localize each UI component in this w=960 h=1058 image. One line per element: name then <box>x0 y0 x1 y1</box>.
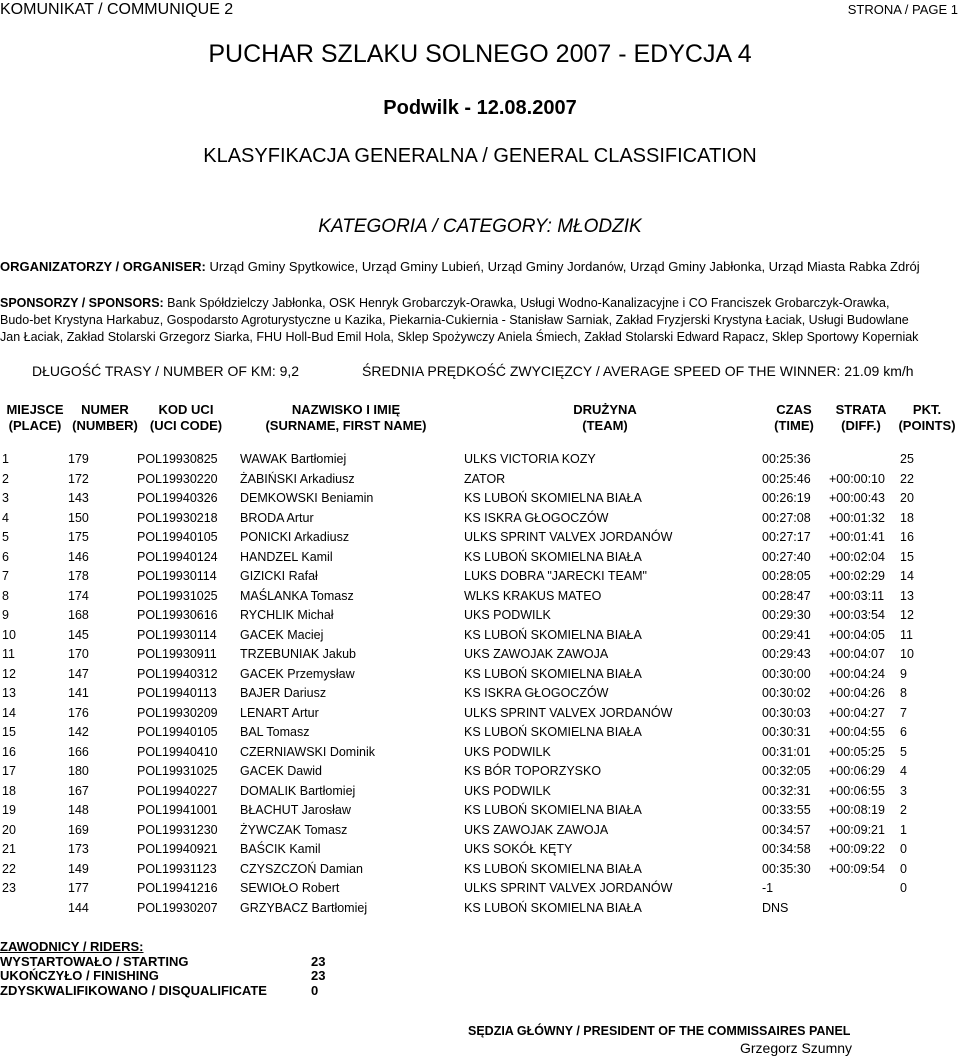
cell-time: 00:35:30 <box>762 861 811 876</box>
cell-points: 9 <box>900 666 907 681</box>
cell-time: 00:33:55 <box>762 803 811 817</box>
cell-rider-name: HANDZEL Kamil <box>240 549 333 564</box>
cell-number: 147 <box>68 666 89 681</box>
cell-points: 11 <box>900 627 913 642</box>
cell-team: KS LUBOŃ SKOMIELNA BIAŁA <box>464 803 642 817</box>
col-header-time-en: (TIME) <box>774 418 814 433</box>
cell-points: 5 <box>900 744 907 759</box>
cell-team: ULKS SPRINT VALVEX JORDANÓW <box>464 530 673 544</box>
sponsors-label: SPONSORZY / SPONSORS: <box>0 296 164 310</box>
cell-place: 19 <box>2 803 16 817</box>
cell-time: 00:25:46 <box>762 471 811 486</box>
table-row <box>0 862 960 882</box>
cell-number: 178 <box>68 569 89 583</box>
cell-rider-name: BAL Tomasz <box>240 725 310 739</box>
cell-time: 00:28:05 <box>762 569 811 583</box>
table-row <box>0 764 960 784</box>
table-row <box>0 803 960 823</box>
cell-team: KS LUBOŃ SKOMIELNA BIAŁA <box>464 666 642 681</box>
table-row <box>0 881 960 901</box>
riders-disqualified-label: ZDYSKWALIFIKOWANO / DISQUALIFICATE <box>0 982 267 998</box>
cell-number: 149 <box>68 861 89 876</box>
cell-place: 18 <box>2 783 16 798</box>
cell-time: 00:26:19 <box>762 491 811 505</box>
cell-points: 16 <box>900 530 914 544</box>
cell-team: UKS PODWILK <box>464 608 551 622</box>
cell-uci-code: POL19941001 <box>137 803 218 817</box>
cell-rider-name: GACEK Przemysław <box>240 666 355 681</box>
col-header-diff-pl: STRATA <box>835 402 887 417</box>
table-row <box>0 647 960 667</box>
table-row <box>0 569 960 589</box>
cell-points: 22 <box>900 471 914 486</box>
riders-heading: ZAWODNICY / RIDERS: <box>0 939 144 954</box>
col-header-points-en: (POINTS) <box>898 418 956 433</box>
cell-number: 170 <box>68 647 89 661</box>
communique-label: KOMUNIKAT / COMMUNIQUE 2 <box>0 1 234 18</box>
table-row <box>0 530 960 550</box>
cell-team: KS LUBOŃ SKOMIELNA BIAŁA <box>464 725 642 739</box>
cell-points: 4 <box>900 764 907 778</box>
race-distance: DŁUGOŚĆ TRASY / NUMBER OF KM: 9,2 <box>32 363 300 379</box>
col-header-team <box>545 402 665 434</box>
cell-time-diff: +00:00:43 <box>829 491 885 505</box>
table-row <box>0 589 960 609</box>
cell-place: 6 <box>2 549 9 564</box>
col-header-name-pl: NAZWISKO I IMIĘ <box>291 402 401 417</box>
cell-rider-name: DEMKOWSKI Beniamin <box>240 491 374 505</box>
organisers-text: Urząd Gminy Spytkowice, Urząd Gminy Lubień, Urząd Gminy Jordanów, Urząd Gminy Jabłonka, Urząd Miasta Rabka Zdrój <box>205 259 920 274</box>
cell-rider-name: TRZEBUNIAK Jakub <box>240 647 357 661</box>
col-header-time <box>764 402 824 434</box>
cell-time-diff: +00:02:04 <box>829 549 885 564</box>
cell-uci-code: POL19931230 <box>137 822 218 837</box>
cell-place: 9 <box>2 608 9 622</box>
cell-rider-name: CZYSZCZOŃ Damian <box>240 861 363 876</box>
table-row <box>0 667 960 687</box>
cell-time: DNS <box>762 900 789 915</box>
cell-rider-name: GACEK Dawid <box>240 764 322 778</box>
cell-points: 18 <box>900 510 914 525</box>
cell-points: 25 <box>900 452 914 466</box>
cell-uci-code: POL19941216 <box>137 881 218 895</box>
cell-number: 172 <box>68 471 89 486</box>
cell-rider-name: SEWIOŁO Robert <box>240 881 340 895</box>
cell-number: 169 <box>68 822 89 837</box>
cell-place: 14 <box>2 705 16 720</box>
cell-place: 22 <box>2 861 16 876</box>
cell-place: 11 <box>2 647 15 661</box>
cell-place: 16 <box>2 744 16 759</box>
col-header-points-pl: PKT. <box>912 402 942 417</box>
cell-time-diff: +00:03:11 <box>829 588 885 603</box>
cell-number: 179 <box>68 452 89 466</box>
cell-place: 7 <box>2 569 9 583</box>
cell-uci-code: POL19930114 <box>137 627 217 642</box>
cell-team: KS LUBOŃ SKOMIELNA BIAŁA <box>464 549 642 564</box>
cell-rider-name: LENART Artur <box>240 705 319 720</box>
cell-points: 0 <box>900 881 907 895</box>
cell-time-diff: +00:04:24 <box>829 666 885 681</box>
cell-time: 00:29:30 <box>762 608 811 622</box>
cell-time: 00:32:05 <box>762 764 811 778</box>
cell-uci-code: POL19930220 <box>137 471 218 486</box>
cell-time: 00:30:31 <box>762 725 811 739</box>
cell-uci-code: POL19930616 <box>137 608 218 622</box>
cell-team: UKS PODWILK <box>464 744 551 759</box>
cell-uci-code: POL19940312 <box>137 666 218 681</box>
cell-place: 15 <box>2 725 16 739</box>
cell-uci-code: POL19930114 <box>137 569 217 583</box>
cell-time-diff: +00:01:32 <box>829 510 885 525</box>
page-title: PUCHAR SZLAKU SOLNEGO 2007 - EDYCJA 4 <box>208 40 752 68</box>
table-row <box>0 550 960 570</box>
col-header-points <box>894 402 960 434</box>
cell-points: 14 <box>900 569 914 583</box>
cell-time: -1 <box>762 881 774 895</box>
cell-time-diff: +00:05:25 <box>829 744 885 759</box>
cell-rider-name: GRZYBACZ Bartłomiej <box>240 900 368 915</box>
cell-time: 00:28:47 <box>762 588 811 603</box>
cell-time-diff: +00:04:05 <box>829 627 885 642</box>
col-header-number-en: (NUMBER) <box>72 418 138 433</box>
cell-points: 0 <box>900 861 907 876</box>
cell-rider-name: GIZICKI Rafał <box>240 569 318 583</box>
table-row <box>0 511 960 531</box>
cell-team: KS ISKRA GŁOGOCZÓW <box>464 510 609 525</box>
cell-uci-code: POL19930207 <box>137 900 218 915</box>
cell-time-diff: +00:06:55 <box>829 783 885 798</box>
col-header-place-pl: MIEJSCE <box>6 402 64 417</box>
chief-judge-name: Grzegorz Szumny <box>740 1040 853 1056</box>
table-row <box>0 784 960 804</box>
col-header-uci <box>136 402 236 434</box>
cell-team: KS ISKRA GŁOGOCZÓW <box>464 686 609 700</box>
cell-time: 00:30:02 <box>762 686 811 700</box>
col-header-time-pl: CZAS <box>776 402 812 417</box>
cell-rider-name: MAŚLANKA Tomasz <box>240 588 354 603</box>
cell-time-diff: +00:03:54 <box>829 608 885 622</box>
cell-rider-name: BRODA Artur <box>240 510 314 525</box>
organisers-label: ORGANIZATORZY / ORGANISER: <box>0 259 206 274</box>
cell-time-diff: +00:04:07 <box>829 647 885 661</box>
cell-number: 177 <box>68 881 89 895</box>
cell-place: 4 <box>2 510 9 525</box>
cell-rider-name: ŻABIŃSKI Arkadiusz <box>240 471 355 486</box>
cell-rider-name: RYCHLIK Michał <box>240 608 334 622</box>
cell-time: 00:30:00 <box>762 666 811 681</box>
cell-number: 148 <box>68 803 89 817</box>
cell-time: 00:34:57 <box>762 822 811 837</box>
cell-time: 00:34:58 <box>762 842 811 856</box>
riders-disqualified <box>0 982 319 999</box>
cell-uci-code: POL19930218 <box>137 510 218 525</box>
cell-place: 21 <box>2 842 16 856</box>
cell-place: 12 <box>2 666 16 681</box>
cell-uci-code: POL19940113 <box>137 686 217 700</box>
sponsors <box>0 295 918 346</box>
cell-time-diff: +00:02:29 <box>829 569 885 583</box>
cell-team: ULKS SPRINT VALVEX JORDANÓW <box>464 881 673 895</box>
cell-team: ULKS SPRINT VALVEX JORDANÓW <box>464 705 673 720</box>
col-header-place-en: (PLACE) <box>8 418 62 433</box>
riders-starting <box>0 953 326 970</box>
riders-starting-label: WYSTARTOWAŁO / STARTING <box>0 953 189 969</box>
cell-team: ZATOR <box>464 471 506 486</box>
cell-team: LUKS DOBRA "JARECKI TEAM" <box>464 569 647 583</box>
cell-number: 167 <box>68 783 89 798</box>
cell-uci-code: POL19930825 <box>137 452 218 466</box>
cell-time-diff: +00:01:41 <box>829 530 885 544</box>
cell-rider-name: BAŚCIK Kamil <box>240 842 321 856</box>
cell-time-diff: +00:04:27 <box>829 705 885 720</box>
category-title: KATEGORIA / CATEGORY: MŁODZIK <box>318 216 642 237</box>
cell-team: KS LUBOŃ SKOMIELNA BIAŁA <box>464 900 642 915</box>
cell-points: 20 <box>900 491 914 505</box>
cell-team: ULKS VICTORIA KOZY <box>464 452 596 466</box>
cell-team: UKS PODWILK <box>464 783 551 798</box>
cell-number: 180 <box>68 764 89 778</box>
cell-team: WLKS KRAKUS MATEO <box>464 588 602 603</box>
cell-number: 176 <box>68 705 89 720</box>
cell-time-diff: +00:09:54 <box>829 861 885 876</box>
cell-rider-name: GACEK Maciej <box>240 627 324 642</box>
cell-number: 144 <box>68 900 89 915</box>
cell-points: 8 <box>900 686 907 700</box>
riders-finishing <box>0 968 326 984</box>
cell-place: 20 <box>2 822 16 837</box>
cell-points: 3 <box>900 783 907 798</box>
cell-number: 175 <box>68 530 89 544</box>
cell-uci-code: POL19931123 <box>137 861 217 876</box>
winner-average-speed: ŚREDNIA PRĘDKOŚĆ ZWYCIĘZCY / AVERAGE SPEED OF THE WINNER: 21.09 km/h <box>362 363 914 379</box>
cell-points: 13 <box>900 588 914 603</box>
cell-uci-code: POL19930209 <box>137 705 218 720</box>
riders-disqualified-value: 0 <box>311 982 319 998</box>
table-row <box>0 745 960 765</box>
col-header-diff-en: (DIFF.) <box>841 418 881 433</box>
cell-team: UKS ZAWOJAK ZAWOJA <box>464 647 609 661</box>
sponsors-line-1: Bank Spółdzielczy Jabłonka, OSK Henryk Grobarczyk-Orawka, Usługi Wodno-Kanalizacyjne i CO Franciszek Grobarczyk-Orawka, <box>163 296 890 310</box>
col-header-number-pl: NUMER <box>81 402 129 417</box>
col-header-team-en: (TEAM) <box>582 418 628 433</box>
cell-number: 166 <box>68 744 89 759</box>
table-row <box>0 472 960 492</box>
cell-time: 00:29:43 <box>762 647 811 661</box>
cell-place: 17 <box>2 764 16 778</box>
results-table <box>0 452 960 920</box>
cell-time-diff: +00:06:29 <box>829 764 885 778</box>
chief-judge-role: SĘDZIA GŁÓWNY / PRESIDENT OF THE COMMISSAIRES PANEL <box>468 1024 851 1038</box>
sponsors-line-3: Jan Łaciak, Zakład Stolarski Grzegorz Siarka, FHU Holl-Bud Emil Hola, Sklep Spożywczy Aniela Śmiech, Zakład Stolarski Edward Rapacz, Sklep Sportowy Koperniak <box>0 330 919 344</box>
cell-number: 143 <box>68 491 89 505</box>
cell-points: 0 <box>900 842 907 856</box>
cell-team: KS LUBOŃ SKOMIELNA BIAŁA <box>464 491 642 505</box>
cell-place: 3 <box>2 491 9 505</box>
cell-time-diff: +00:04:26 <box>829 686 885 700</box>
cell-uci-code: POL19940326 <box>137 491 218 505</box>
cell-time: 00:27:17 <box>762 530 811 544</box>
cell-uci-code: POL19931025 <box>137 764 218 778</box>
cell-place: 5 <box>2 530 9 544</box>
cell-rider-name: DOMALIK Bartłomiej <box>240 783 356 798</box>
table-row <box>0 452 960 472</box>
cell-uci-code: POL19940124 <box>137 549 218 564</box>
cell-number: 168 <box>68 608 89 622</box>
cell-rider-name: ŻYWCZAK Tomasz <box>240 822 348 837</box>
classification-title: KLASYFIKACJA GENERALNA / GENERAL CLASSIFICATION <box>203 145 757 167</box>
col-header-name-en: (SURNAME, FIRST NAME) <box>265 418 427 433</box>
cell-number: 173 <box>68 842 89 856</box>
cell-time-diff: +00:09:21 <box>829 822 885 837</box>
cell-points: 1 <box>900 822 907 837</box>
cell-team: KS BÓR TOPORZYSKO <box>464 764 602 778</box>
cell-time: 00:31:01 <box>762 744 811 759</box>
cell-uci-code: POL19940105 <box>137 725 218 739</box>
table-row <box>0 823 960 843</box>
table-row <box>0 608 960 628</box>
cell-rider-name: WAWAK Bartłomiej <box>240 452 347 466</box>
cell-points: 12 <box>900 608 914 622</box>
cell-place: 10 <box>2 627 16 642</box>
cell-points: 10 <box>900 647 914 661</box>
cell-place: 8 <box>2 588 9 603</box>
page-number: STRONA / PAGE 1 <box>847 2 958 17</box>
cell-time: 00:25:36 <box>762 452 811 466</box>
cell-number: 145 <box>68 627 89 642</box>
cell-place: 23 <box>2 881 16 895</box>
cell-uci-code: POL19940410 <box>137 744 218 759</box>
cell-uci-code: POL19940921 <box>137 842 218 856</box>
sponsors-line-2: Budo-bet Krystyna Harkabuz, Gospodarsto Agroturystyczne u Kazika, Piekarnia-Cukiernia - Stanisław Sarniak, Zakład Fryzjerski Krystyna Łaciak, Usługi Budowlane <box>0 313 909 327</box>
cell-time-diff: +00:00:10 <box>829 471 885 486</box>
cell-points: 6 <box>900 725 907 739</box>
cell-team: KS LUBOŃ SKOMIELNA BIAŁA <box>464 861 642 876</box>
cell-uci-code: POL19931025 <box>137 588 218 603</box>
table-row <box>0 491 960 511</box>
riders-summary <box>0 939 326 998</box>
cell-team: UKS SOKÓŁ KĘTY <box>464 842 573 856</box>
cell-points: 2 <box>900 803 907 817</box>
table-row <box>0 842 960 862</box>
col-header-diff <box>826 402 896 434</box>
riders-finishing-label: UKOŃCZYŁO / FINISHING <box>0 968 159 983</box>
col-header-team-pl: DRUŻYNA <box>573 402 637 417</box>
cell-number: 142 <box>68 725 89 739</box>
cell-number: 150 <box>68 510 89 525</box>
cell-time: 00:32:31 <box>762 783 811 798</box>
cell-rider-name: PONICKI Arkadiusz <box>240 530 350 544</box>
cell-uci-code: POL19940105 <box>137 530 218 544</box>
table-row <box>0 686 960 706</box>
cell-number: 141 <box>68 686 89 700</box>
cell-team: UKS ZAWOJAK ZAWOJA <box>464 822 609 837</box>
cell-number: 174 <box>68 588 89 603</box>
col-header-name <box>246 402 446 434</box>
cell-time-diff: +00:04:55 <box>829 725 885 739</box>
cell-rider-name: BAJER Dariusz <box>240 686 327 700</box>
cell-points: 7 <box>900 705 907 720</box>
cell-uci-code: POL19930911 <box>137 647 217 661</box>
cell-time: 00:29:41 <box>762 627 811 642</box>
table-row <box>0 725 960 745</box>
cell-points: 15 <box>900 549 914 564</box>
cell-place: 13 <box>2 686 16 700</box>
col-header-uci-en: (UCI CODE) <box>149 418 223 433</box>
cell-rider-name: BŁACHUT Jarosław <box>240 803 351 817</box>
cell-place: 1 <box>2 452 9 466</box>
table-row <box>0 901 960 921</box>
cell-team: KS LUBOŃ SKOMIELNA BIAŁA <box>464 627 642 642</box>
cell-rider-name: CZERNIAWSKI Dominik <box>240 744 375 759</box>
cell-number: 146 <box>68 549 89 564</box>
cell-time: 00:27:08 <box>762 510 811 525</box>
cell-time-diff: +00:09:22 <box>829 842 885 856</box>
cell-time: 00:27:40 <box>762 549 811 564</box>
event-place-date: Podwilk - 12.08.2007 <box>383 97 577 119</box>
riders-starting-value: 23 <box>311 953 326 969</box>
table-row <box>0 628 960 648</box>
col-header-uci-pl: KOD UCI <box>158 402 214 417</box>
riders-finishing-value: 23 <box>311 968 326 983</box>
organisers <box>0 259 920 274</box>
cell-time-diff: +00:08:19 <box>829 803 885 817</box>
table-row <box>0 706 960 726</box>
cell-place: 2 <box>2 471 9 486</box>
cell-uci-code: POL19940227 <box>137 783 218 798</box>
cell-time: 00:30:03 <box>762 705 811 720</box>
